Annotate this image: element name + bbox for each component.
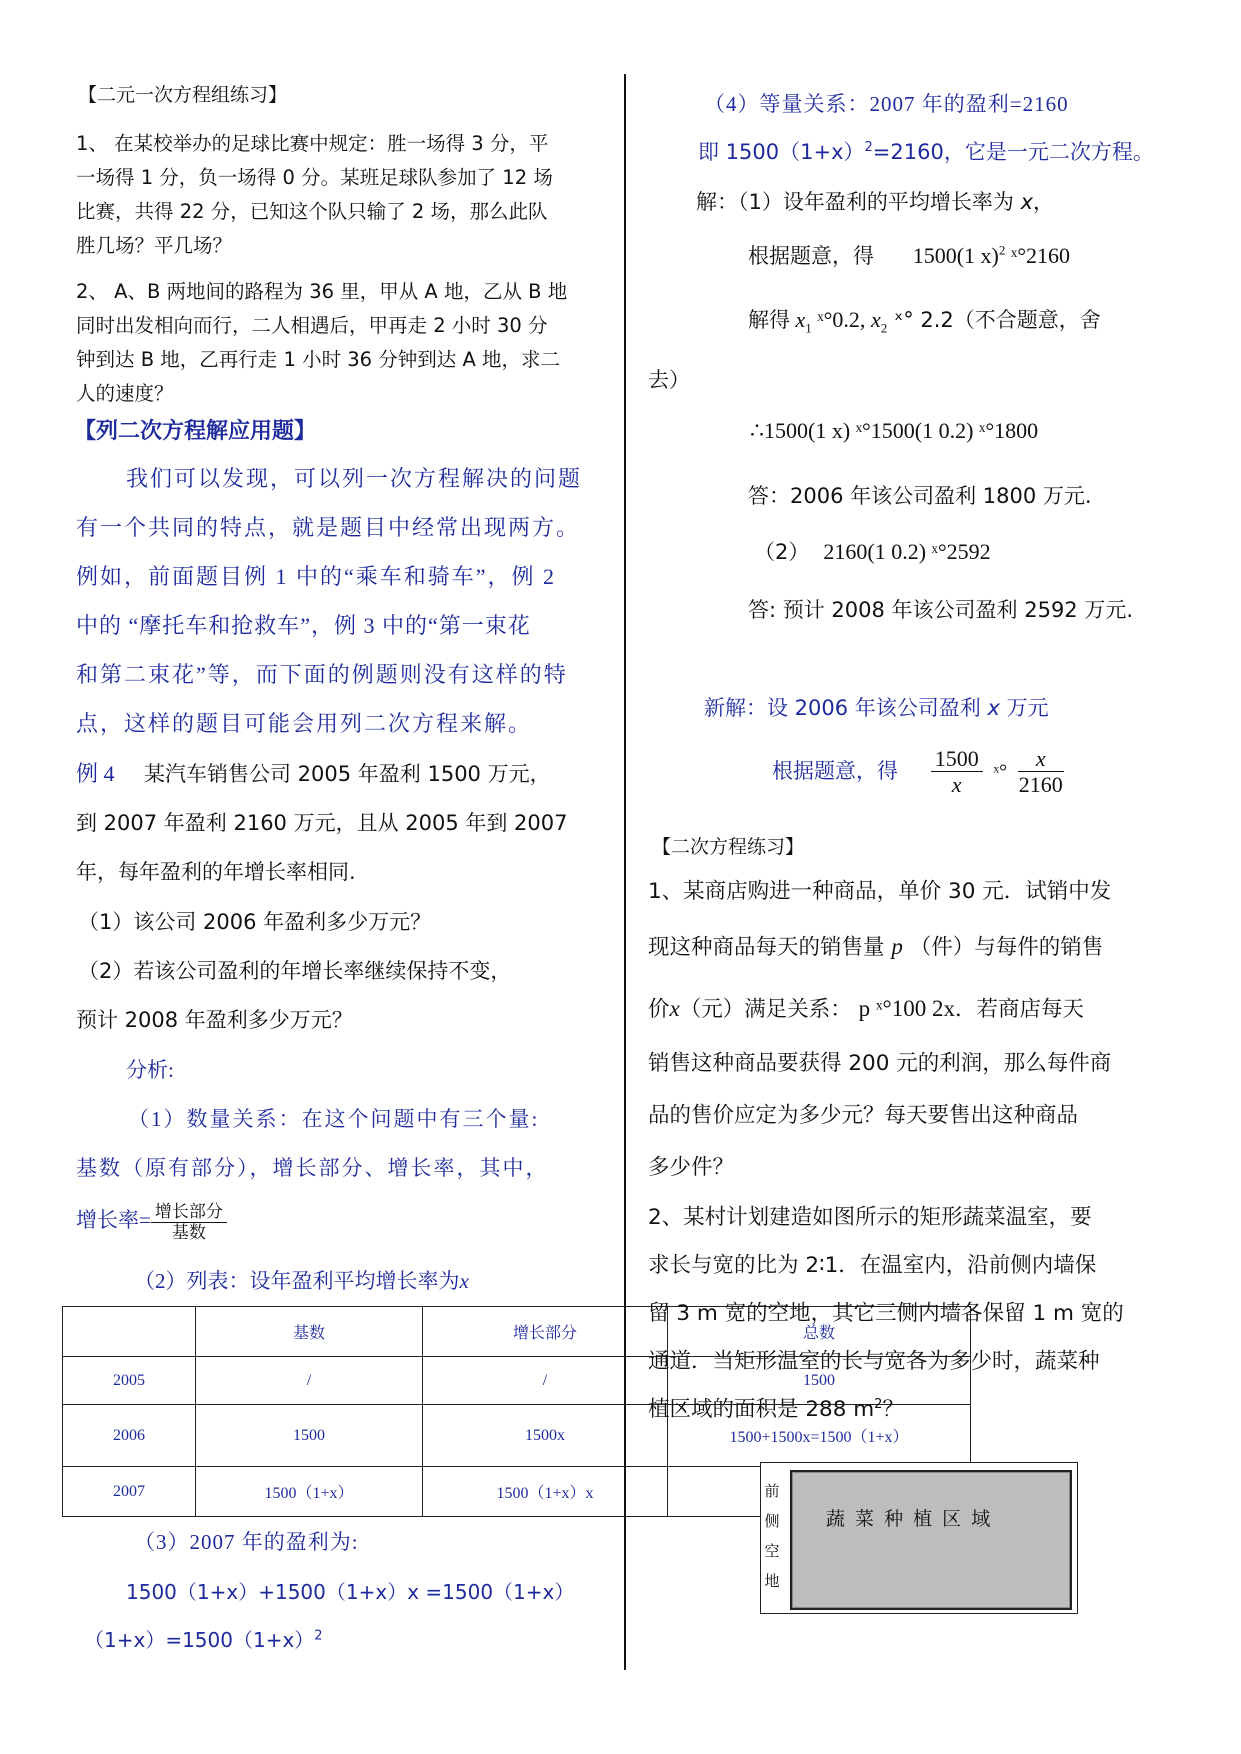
table-cell: 1500（1+x）x (423, 1467, 668, 1517)
planting-area-label: 蔬 菜 种 植 区 域 (826, 1508, 993, 1530)
numerator: 1500 (931, 746, 983, 772)
denominator: 2160 (1018, 772, 1063, 798)
text-line: 基数（原有部分），增长部分、增长率，其中， (76, 1156, 549, 1180)
equation-line (698, 136, 1154, 166)
variable-x: x (795, 307, 806, 332)
solution-eq2 (748, 304, 1101, 336)
text-line: 和第二束花”等，而下面的例题则没有这样的特 (76, 662, 568, 687)
relation-expression: p ˣ°100 2x (858, 996, 955, 1021)
text-line: 比赛，共得 22 分，已知这个队只输了 2 场，那么此队 (76, 200, 548, 223)
math-text: ˣ° 2.2（不合题意，舍 (887, 308, 1101, 332)
equals-sign: ˣ° (993, 760, 1008, 783)
variable-x: x (870, 307, 881, 332)
exponent: 2 (998, 242, 1006, 258)
eq-label: 解得 (748, 308, 790, 332)
heading-linear-practice: 【二元一次方程组练习】 (78, 84, 288, 106)
solution-text: ， (1033, 190, 1054, 214)
variable-x: x (1020, 190, 1033, 214)
variable-x: x (459, 1269, 469, 1293)
solution-eq3: ∴1500(1 x) ˣ°1500(1 0.2) ˣ°1800 (750, 418, 1039, 443)
text-line: 留 3 m 宽的空地，其它三侧内墙各保留 1 m 宽的 (648, 1301, 1124, 1326)
table-header-cell (63, 1307, 196, 1357)
planting-area (790, 1470, 1072, 1610)
table-cell: / (196, 1357, 423, 1405)
fraction (931, 746, 983, 798)
question-2-cont: 预计 2008 年盈利多少万元？ (76, 1008, 353, 1032)
new-equation (772, 746, 1064, 798)
text-line: 通道．当矩形温室的长与宽各为多少时，蔬菜种 (648, 1349, 1100, 1374)
variable-p: p (891, 934, 903, 959)
text-line: 到 2007 年盈利 2160 万元，且从 2005 年到 2007 (76, 811, 568, 835)
column-divider (624, 74, 626, 1670)
table-header-cell: 增长部分 (423, 1307, 668, 1357)
text-segment: 现这种商品每天的销售量 (648, 935, 885, 960)
text-line: 2、某村计划建造如图所示的矩形蔬菜温室，要 (648, 1205, 1092, 1230)
expression-text: （1+x）=1500（1+x） (84, 1628, 315, 1652)
rate-formula (76, 1202, 227, 1242)
equal-relation: （4）等量关系：2007 年的盈利=2160 (704, 92, 1069, 116)
front-space-label: 前侧空地 (764, 1482, 780, 1590)
text-line: 销售这种商品要获得 200 元的利润，那么每件商 (648, 1051, 1112, 1076)
analysis-label: 分析: (126, 1058, 174, 1082)
table-cell: / (423, 1357, 668, 1405)
math-text: 1500(1 x) (912, 243, 999, 268)
heading-quad-practice: 【二次方程练习】 (652, 836, 805, 858)
example-label: 例 4 (76, 761, 115, 786)
equation-text: 即 1500（1+x） (698, 140, 865, 164)
table-cell: 1500x (423, 1405, 668, 1467)
text-line: 求长与宽的比为 2∶1．在温室内，沿前侧内墙保 (648, 1253, 1097, 1278)
table-cell: 1500+1500x=1500（1+x） (668, 1405, 971, 1467)
subscript: 2 (880, 320, 888, 336)
text-line (648, 930, 1103, 961)
table-cell: 2005 (63, 1357, 196, 1405)
question-1: （1）该公司 2006 年盈利多少万元？ (78, 910, 432, 934)
math-expression (790, 307, 888, 336)
text-line: 钟到达 B 地，乙再行走 1 小时 36 分钟到达 A 地，求二 (76, 348, 561, 371)
heading-quadratic-apply: 【列二次方程解应用题】 (74, 419, 317, 444)
variable-x: x (987, 696, 1000, 720)
rate-numerator: 增长部分 (151, 1202, 227, 1223)
table-header-cell: 基数 (196, 1307, 423, 1357)
solution-text: 解：（1）设年盈利的平均增长率为 (696, 190, 1014, 214)
math-text: ˣ°0.2, (811, 307, 871, 332)
text-line: 年，每年盈利的年增长率相同. (76, 860, 356, 884)
math-expression (913, 243, 1070, 268)
equation-text: =2160，它是一元二次方程。 (872, 140, 1154, 164)
text-segment: （元）满足关系： (679, 997, 852, 1022)
expression-line (84, 1624, 323, 1653)
text-line: 例如，前面题目例 1 中的“乘车和骑车”，例 2 (76, 564, 557, 589)
text-line: 多少件？ (648, 1155, 735, 1180)
text-segment: ？ (882, 1397, 904, 1422)
text-line (648, 992, 1084, 1023)
text-line: 有一个共同的特点，就是题目中经常出现两方。 (76, 515, 581, 540)
table-cell: 1500 (196, 1405, 423, 1467)
text-segment: 植区域的面积是 288 m (648, 1397, 875, 1422)
text-segment: （件）与每件的销售 (909, 935, 1104, 960)
expression-line: 1500（1+x）+1500（1+x）x =1500（1+x） (126, 1580, 575, 1604)
text-line: 一场得 1 分，负一场得 0 分。某班足球队参加了 12 场 (76, 166, 553, 189)
math-expression: 2160(1 0.2) ˣ°2592 (823, 539, 991, 564)
text-line: （1）数量关系：在这个问题中有三个量: (128, 1107, 540, 1131)
text-line: 某汽车销售公司 2005 年盈利 1500 万元， (144, 762, 551, 786)
text-line: 同时出发相向而行，二人相遇后，甲再走 2 小时 30 分 (76, 314, 548, 337)
fraction (1018, 746, 1064, 798)
text-line: 2、 A、B 两地间的路程为 36 里，甲从 A 地，乙从 B 地 (76, 280, 568, 303)
table-cell: 2007 (63, 1467, 196, 1517)
new-solution-text: 新解：设 2006 年该公司盈利 (704, 696, 981, 720)
text-line: 我们可以发现，可以列一次方程解决的问题 (126, 466, 583, 491)
table-header-cell: 总数 (668, 1307, 971, 1357)
rate-label: 增长率= (76, 1207, 151, 1232)
table-cell: 1500 (668, 1357, 971, 1405)
solution-intro (696, 186, 1054, 216)
text-line: 中的 “摩托车和抢救车”，例 3 中的“第一束花 (76, 613, 531, 638)
answer-2: 答: 预计 2008 年该公司盈利 2592 万元. (748, 598, 1134, 622)
table-intro-text: （2）列表：设年盈利平均增长率为 (134, 1269, 460, 1293)
text-line: 点，这样的题目可能会用列二次方程来解。 (76, 711, 533, 736)
numerator: x (1018, 746, 1064, 772)
table-cell: 1500（1+x） (196, 1467, 423, 1517)
solution-eq2-cont: 去） (648, 368, 690, 392)
exponent: 2 (864, 140, 873, 155)
solution-eq1 (748, 240, 1070, 270)
question-2: （2）若该公司盈利的年增长率继续保持不变， (78, 959, 512, 983)
text-line: 1、某商店购进一种商品，单价 30 元．试销中发 (648, 879, 1112, 904)
new-solution (704, 692, 1049, 722)
solution-part2 (754, 536, 991, 566)
part-label: （2） (754, 540, 810, 564)
text-line: 胜几场？平几场？ (76, 234, 233, 257)
text-segment: ．若商店每天 (954, 997, 1084, 1022)
math-text: ˣ°2160 (1005, 243, 1071, 268)
new-solution-text: 万元 (1006, 696, 1049, 720)
eq-label: 根据题意，得 (772, 758, 898, 783)
text-line (648, 1392, 904, 1423)
rate-denominator: 基数 (171, 1222, 206, 1242)
text-line: 1、 在某校举办的足球比赛中规定：胜一场得 3 分，平 (76, 132, 549, 155)
text-segment: 价 (648, 997, 670, 1022)
text-line: 人的速度？ (76, 382, 174, 405)
exponent: 2 (874, 1396, 883, 1412)
subscript: 1 (805, 320, 812, 336)
text-line: （3）2007 年的盈利为: (134, 1530, 359, 1554)
eq-label: 根据题意，得 (748, 244, 874, 268)
denominator: x (951, 772, 962, 798)
answer-1: 答：2006 年该公司盈利 1800 万元. (748, 484, 1092, 508)
table-intro (134, 1265, 469, 1295)
rate-fraction (151, 1202, 227, 1242)
text-line: 品的售价应定为多少元？每天要售出这种商品 (648, 1103, 1079, 1128)
exponent: 2 (314, 1628, 323, 1644)
variable-x: x (669, 996, 680, 1021)
table-cell: 2006 (63, 1405, 196, 1467)
